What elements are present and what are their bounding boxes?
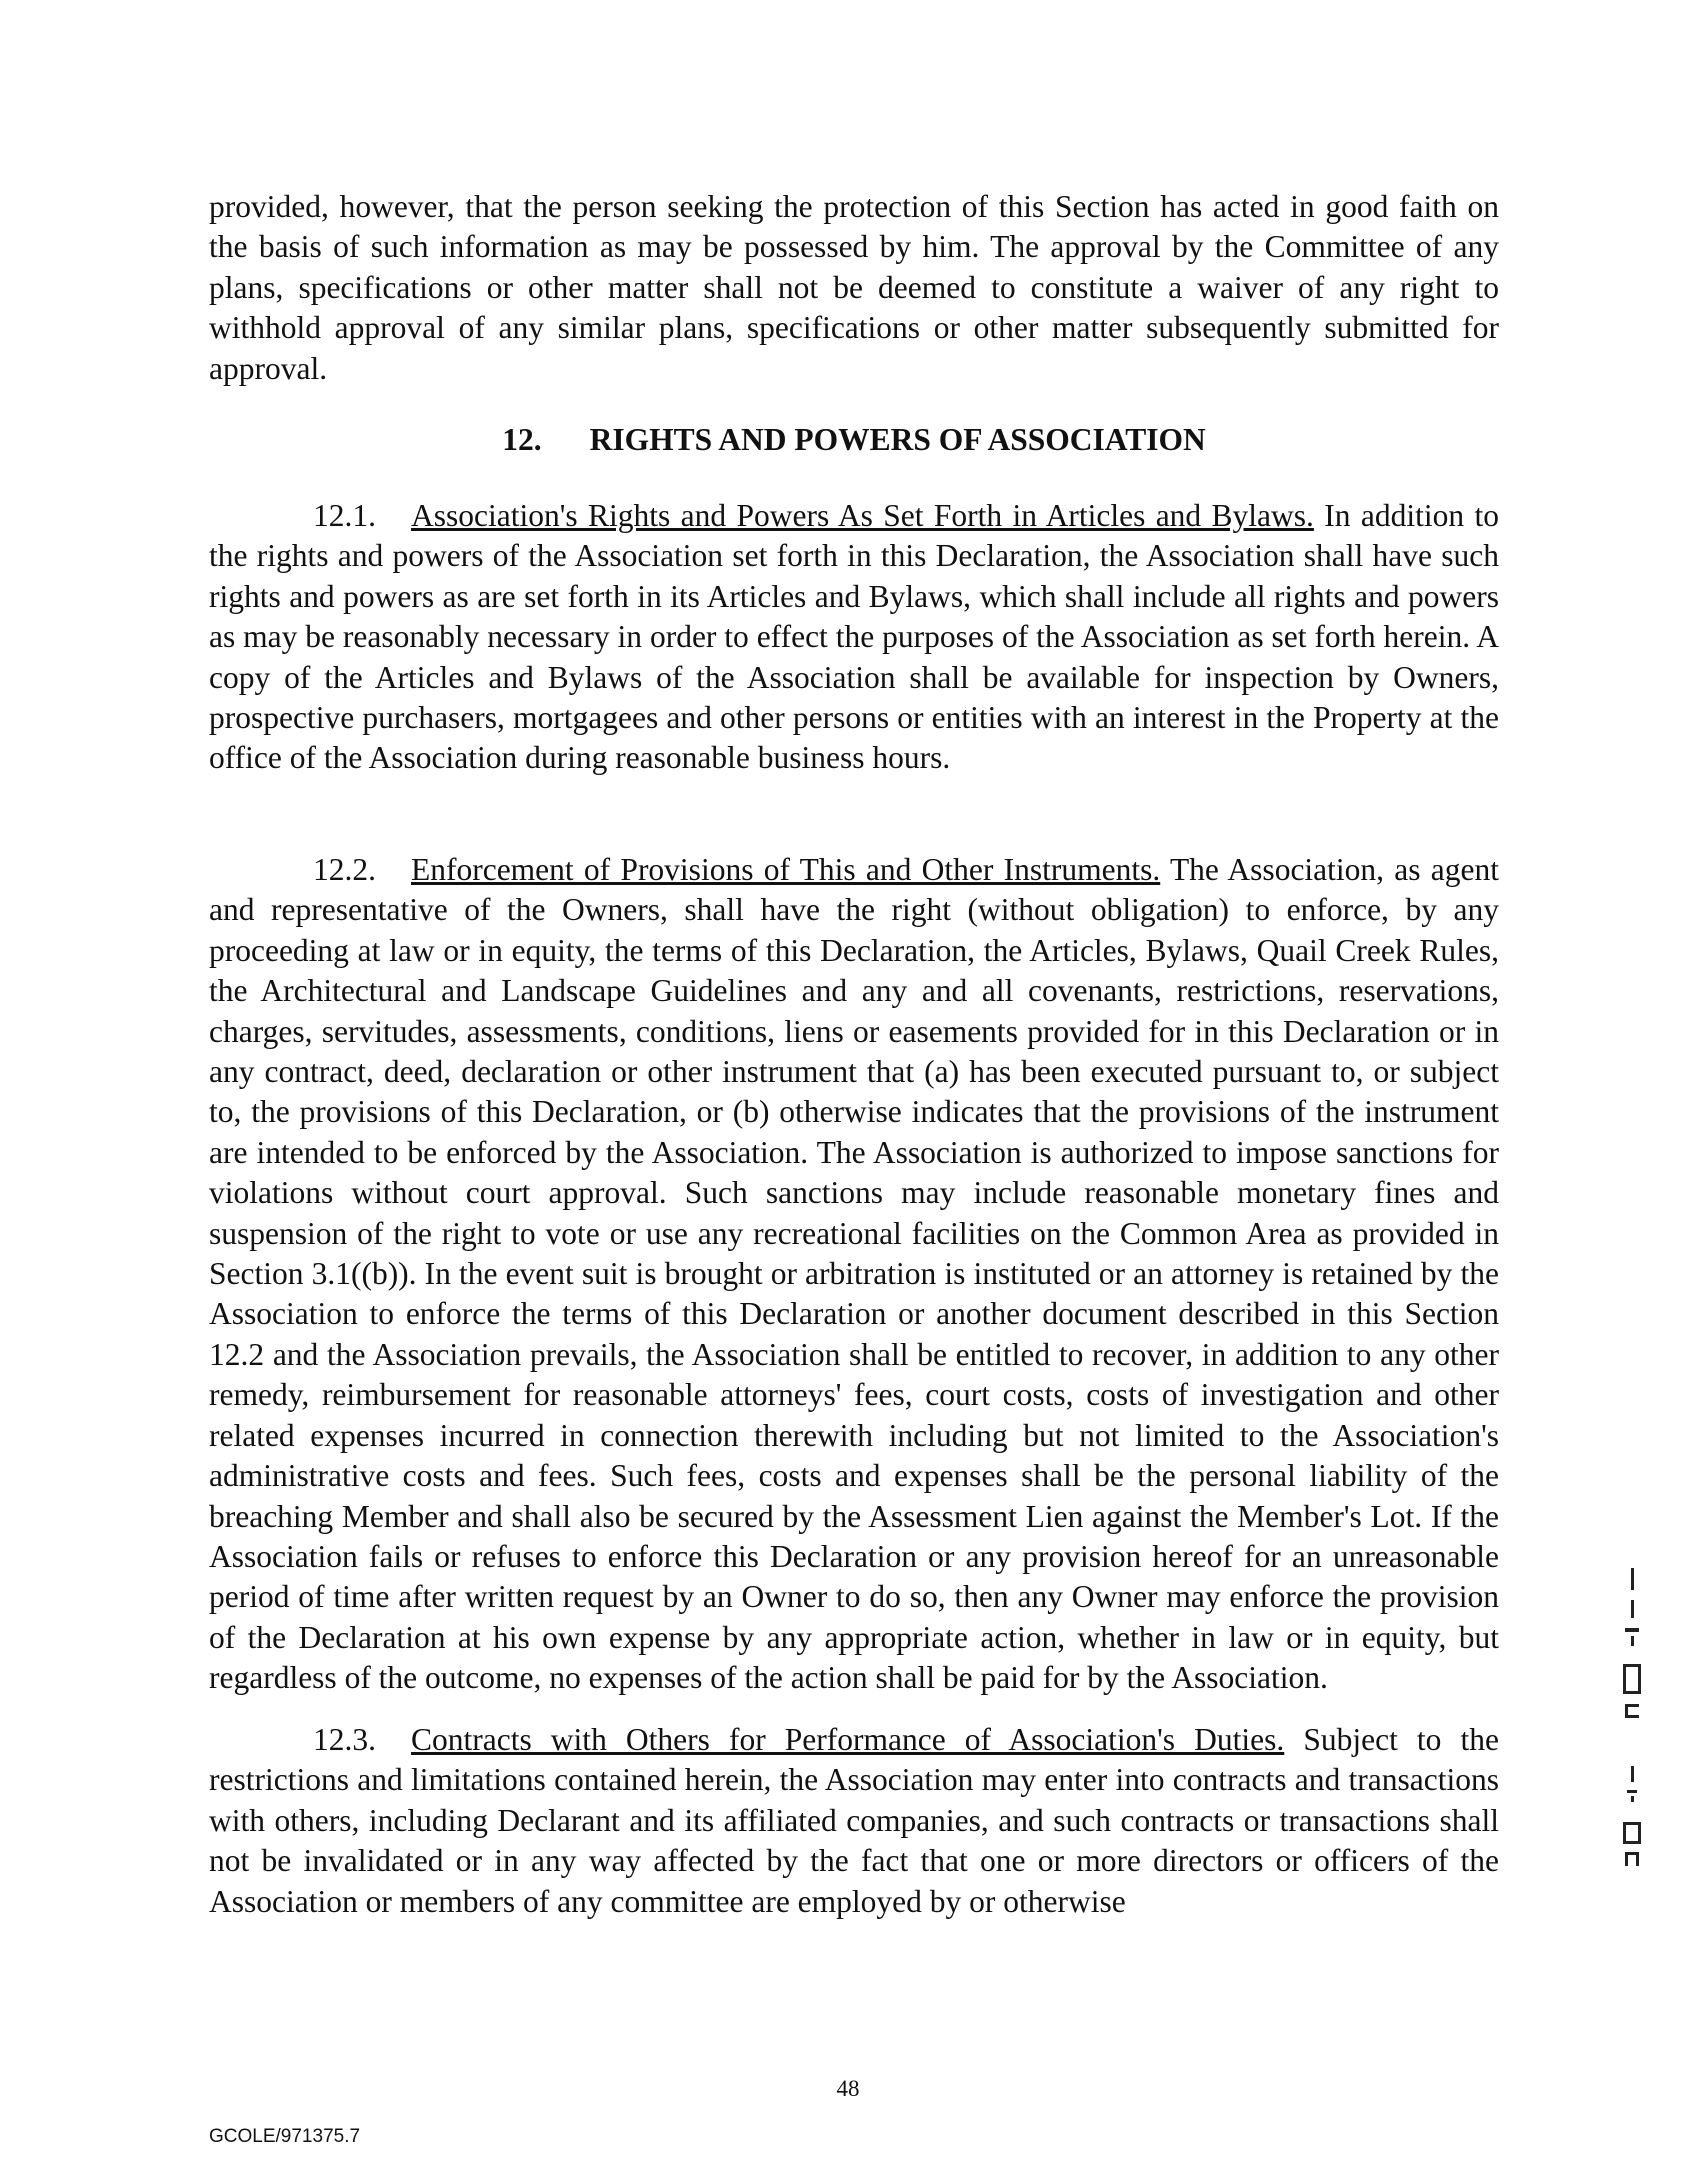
heading-number: 12.: [502, 422, 542, 457]
section-title: Association's Rights and Powers As Set Forth in Articles and Bylaws.: [411, 498, 1314, 533]
section-title: Contracts with Others for Performance of Association's Duties.: [411, 1722, 1285, 1757]
recording-stamp-mark: [1615, 1560, 1655, 1900]
section-12-1: [209, 496, 1499, 779]
section-body: In addition to the rights and powers of the Association set forth in this Declaration, the Association shall have such rights and powers as are set forth in its Articles and Bylaws, which shall include all rights and powers as may be reasonably necessary in order to effect the purposes of the Association as set forth herein. A copy of the Articles and Bylaws of the Association shall be available for inspection by Owners, prospective purchasers, mortgagees and other persons or entities with an interest in the Property at the office of the Association during reasonable business hours.: [209, 498, 1500, 776]
section-number: 12.3.: [313, 1722, 376, 1757]
section-12-3: [209, 1720, 1499, 1922]
section-12-2: [209, 850, 1499, 1699]
section-heading: [209, 420, 1499, 460]
section-body: Subject to the restrictions and limitations contained herein, the Association may enter into contracts and transactions with others, including Declarant and its affiliated companies, and such contracts or transactions shall not be invalidated or in any way affected by the fact that one or more directors or officers of the Association or members of any committee are employed by or otherwise: [209, 1722, 1499, 1919]
intro-paragraph: provided, however, that the person seeking the protection of this Section has acted in good faith on the basis of such information as may be possessed by him. The approval by the Committee of any plans, specifications or other matter shall not be deemed to constitute a waiver of any right to withhold approval of any similar plans, specifications or other matter subsequently submitted for approval.: [209, 189, 1499, 386]
section-body: The Association, as agent and representative of the Owners, shall have the right (without obligation) to enforce, by any proceeding at law or in equity, the terms of this Declaration, the Articles, Bylaws, Quail Creek Rules, the Architectural and Landscape Guidelines and any and all covenants, restrictions, reservations, charges, servitudes, assessments, conditions, liens or easements provided for in this Declaration or in any contract, deed, declaration or other instrument that (a) has been executed pursuant to, or subject to, the provisions of this Declaration, or (b) otherwise indicates that the provisions of the instrument are intended to be enforced by the Association. The Association is authorized to impose sanctions for violations without court approval. Such sanctions may include reasonable monetary fines and suspension of the right to vote or use any recreational facilities on the Common Area as provided in Section 3.1((b)). In the event suit is brought or arbitration is instituted or an attorney is retained by the Association to enforce the terms of this Declaration or another document described in this Section 12.2 and the Association prevails, the Association shall be entitled to recover, in addition to any other remedy, reimbursement for reasonable attorneys' fees, court costs, costs of investigation and other related expenses incurred in connection therewith including but not limited to the Association's administrative costs and fees. Such fees, costs and expenses shall be the personal liability of the breaching Member and shall also be secured by the Assessment Lien against the Member's Lot. If the Association fails or refuses to enforce this Declaration or any provision hereof for an unreasonable period of time after written request by an Owner to do so, then any Owner may enforce the provision of the Declaration at his own expense by any appropriate action, whether in law or in equity, but regardless of the outcome, no expenses of the action shall be paid for by the Association.: [209, 852, 1500, 1696]
section-title: Enforcement of Provisions of This and Other Instruments.: [411, 852, 1161, 887]
document-id: GCOLE/971375.7: [209, 2126, 361, 2147]
heading-title: RIGHTS AND POWERS OF ASSOCIATION: [589, 422, 1206, 457]
section-number: 12.2.: [313, 852, 376, 887]
section-number: 12.1.: [313, 498, 376, 533]
page-number: 48: [836, 2076, 860, 2101]
